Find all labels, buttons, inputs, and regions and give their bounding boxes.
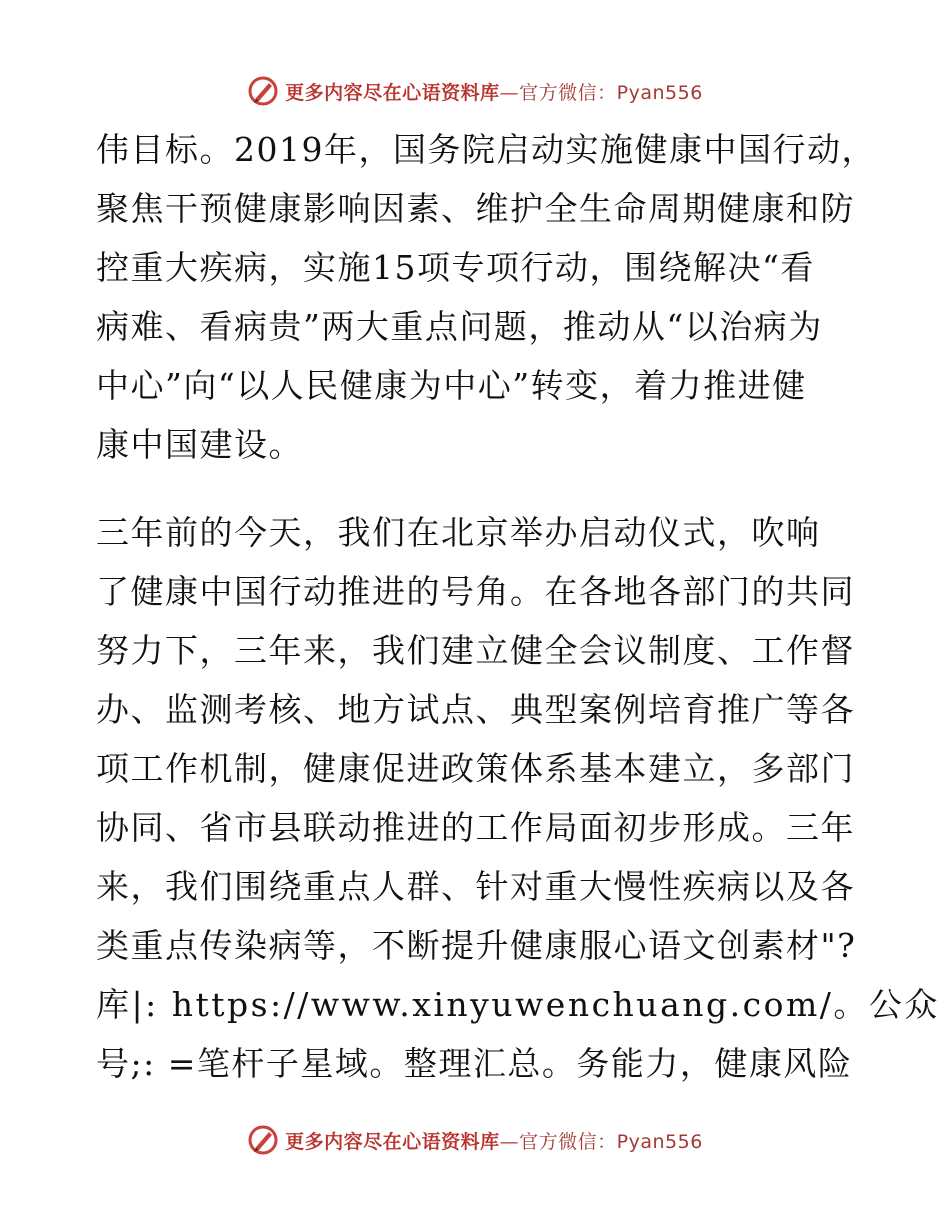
footer-separator: —	[499, 1130, 520, 1153]
paragraph	[96, 503, 940, 1093]
text-line: 努力下，三年来，我们建立健全会议制度、工作督	[96, 631, 855, 670]
header-separator: —	[499, 81, 520, 104]
document-body	[96, 120, 940, 1093]
text-line: 病难、看病贵”两大重点问题，推动从“以治病为	[96, 307, 823, 346]
text-line: 办、监测考核、地方试点、典型案例培育推广等各	[96, 690, 855, 729]
footer-brand: 更多内容尽在心语资料库	[285, 1130, 500, 1153]
text-line: 伟目标。2019年，国务院启动实施健康中国行动，	[96, 130, 876, 169]
text-line: 号;: =笔杆子星域。整理汇总。务能力，健康风险	[96, 1044, 853, 1083]
header-brand: 更多内容尽在心语资料库	[285, 81, 500, 104]
header-banner	[0, 74, 950, 108]
footer-wechat: 官方微信：Pyan556	[519, 1130, 703, 1153]
pen-logo-icon	[247, 75, 279, 107]
text-line: 聚焦干预健康影响因素、维护全生命周期健康和防	[96, 189, 855, 228]
footer-banner	[0, 1123, 950, 1157]
text-line: 来，我们围绕重点人群、针对重大慢性疾病以及各	[96, 867, 855, 906]
text-line: 中心”向“以人民健康为中心”转变，着力推进健	[96, 366, 807, 405]
footer-banner-text	[285, 1127, 703, 1154]
paragraph	[96, 120, 876, 474]
text-line: 三年前的今天，我们在北京举办启动仪式，吹响	[96, 513, 821, 552]
paragraph-gap	[96, 474, 856, 503]
text-line: 项工作机制，健康促进政策体系基本建立，多部门	[96, 749, 855, 788]
header-wechat: 官方微信：Pyan556	[519, 81, 703, 104]
text-line: 协同、省市县联动推进的工作局面初步形成。三年	[96, 808, 855, 847]
text-line: 了健康中国行动推进的号角。在各地各部门的共同	[96, 572, 855, 611]
text-line: 康中国建设。	[96, 425, 303, 464]
text-line: 库|: https://www.xinyuwenchuang.com/。公众	[96, 985, 940, 1024]
text-line: 类重点传染病等，不断提升健康服心语文创素材"?	[96, 926, 857, 965]
header-banner-text	[285, 78, 703, 105]
pen-logo-icon	[247, 1124, 279, 1156]
text-line: 控重大疾病，实施15项专项行动，围绕解决“看	[96, 248, 815, 287]
